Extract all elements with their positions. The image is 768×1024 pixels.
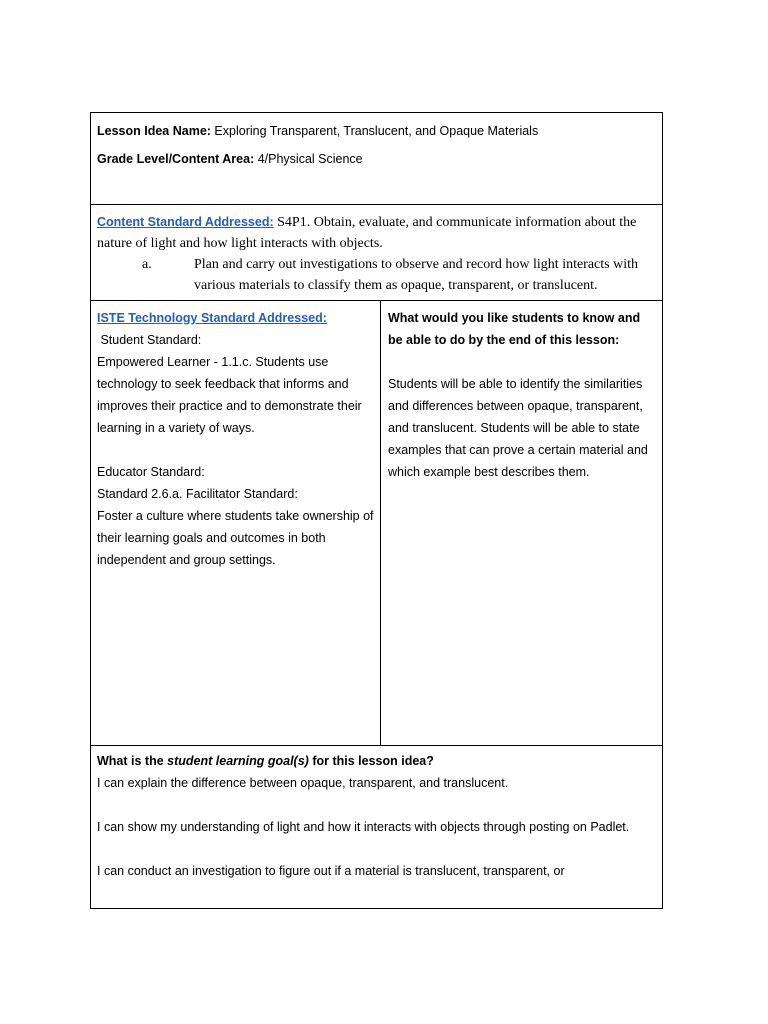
learning-goal-item: I can conduct an investigation to figure out if a material is translucent, transparent, or <box>97 864 565 878</box>
lesson-name-line <box>97 120 656 142</box>
lesson-plan-table <box>90 112 663 909</box>
content-standard-text: S4P1. Obtain, evaluate, and communicate information about the nature of light and how light interacts with objects. <box>97 215 637 251</box>
content-standard-subitem <box>97 254 656 296</box>
educator-standard-text: Foster a culture where students take ownership of their learning goals and outcomes in both independent and group settings. <box>97 509 374 567</box>
lesson-header-row <box>91 113 662 205</box>
goal-question-prefix: What is the <box>97 754 168 768</box>
subitem-marker: a. <box>142 257 152 272</box>
standards-row <box>91 301 662 746</box>
educator-standard-subheading: Standard 2.6.a. Facilitator Standard: <box>97 487 298 501</box>
iste-standard-cell <box>91 301 381 745</box>
learning-outcome-answer: Students will be able to identify the similarities and differences between opaque, transparent, and translucent. Students will be able to state examples that can prove a certain material and which example best describes them. <box>388 377 648 479</box>
grade-level-value: 4/Physical Science <box>257 152 363 166</box>
content-standard-link[interactable]: Content Standard Addressed: <box>97 215 274 229</box>
learning-outcome-question: What would you like students to know and be able to do by the end of this lesson: <box>388 311 641 347</box>
student-standard-heading: Student Standard: <box>97 333 202 347</box>
content-standard-row <box>91 205 662 301</box>
iste-standard-link[interactable]: ISTE Technology Standard Addressed: <box>97 311 327 325</box>
grade-level-line <box>97 148 656 170</box>
goal-question-suffix: for this lesson idea? <box>308 754 434 768</box>
learning-goal-question <box>97 750 656 772</box>
grade-level-label: Grade Level/Content Area: <box>97 152 255 166</box>
educator-standard-heading: Educator Standard: <box>97 465 205 479</box>
goal-question-italic: student learning goal(s) <box>167 754 309 768</box>
content-standard-line <box>97 212 656 254</box>
learning-goal-row <box>91 746 662 908</box>
learning-outcome-cell <box>381 301 662 745</box>
lesson-name-value: Exploring Transparent, Translucent, and Opaque Materials <box>214 124 539 138</box>
lesson-name-label: Lesson Idea Name: <box>97 124 211 138</box>
learning-goal-item: I can show my understanding of light and how it interacts with objects through posting on Padlet. <box>97 820 630 834</box>
learning-goal-item: I can explain the difference between opaque, transparent, and translucent. <box>97 776 509 790</box>
subitem-text: Plan and carry out investigations to observe and record how light interacts with various materials to classify them as opaque, transparent, or translucent. <box>194 257 639 293</box>
student-standard-text: Empowered Learner - 1.1.c. Students use technology to seek feedback that informs and improves their practice and to demonstrate their learning in a variety of ways. <box>97 355 362 435</box>
